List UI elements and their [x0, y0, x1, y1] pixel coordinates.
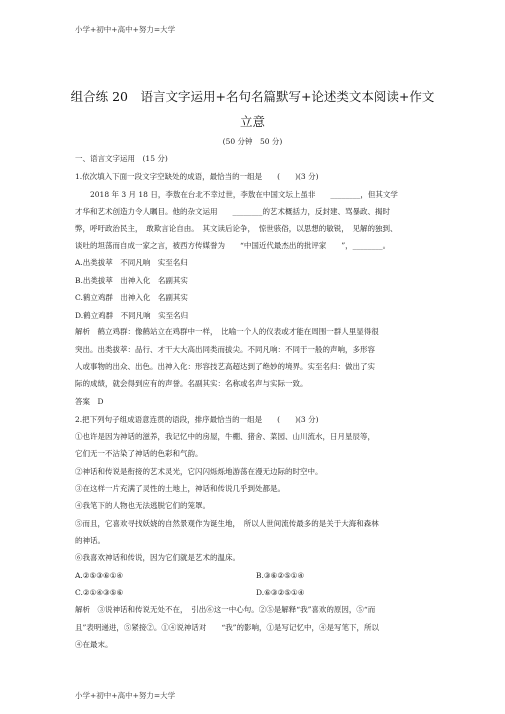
- q2-stem: 2.把下列句子组成语意连贯的语段，排序最恰当的一组是 ( )(3 分): [75, 415, 319, 424]
- q2-item-line: ②神话和传说是衔接的艺术灵光，它闪闪烁烁地游荡在漫无边际的时空中。: [75, 467, 323, 476]
- q2-item-line: ④我笔下的人物也无法逃脱它们的笼罩。: [75, 501, 210, 510]
- q1-passage-line: 2018 年 3 月 18 日，李敖在台北不幸过世，李敖在中国文坛上虽非 ________，但其文学: [75, 190, 398, 199]
- q2-option-c: C.②①④③⑤⑥: [75, 588, 124, 597]
- q2-option-a: A.②⑤③⑥①④: [75, 571, 124, 580]
- q1-analysis-line: 际的成绩，就会得到应有的声誉。名副其实：名称或名声与实际一致。: [75, 379, 308, 388]
- q2-item-line: ⑥我喜欢神话和传说，因为它们就是艺术的温床。: [75, 553, 240, 562]
- q2-item-line: ①也许是因为神话的滋养，我记忆中的房屋，牛棚、猪舍、菜园、山川流水，日月星辰等，: [75, 432, 375, 441]
- q2-analysis-line: 且”表明递进，⑤紧接②。①④说神话对 “我”的影响，①是写记忆中，④是写笔下，所以: [75, 623, 380, 632]
- section-heading: 一、语言文字运用 (15 分): [75, 154, 168, 163]
- q2-item-line: ⑤而且，它喜欢寻找妖娆的自然景观作为诞生地， 所以人世间流传最多的是关于大海和森林: [75, 519, 379, 528]
- q1-stem: 1.依次填入下面一段文字空缺处的成语，最恰当的一组是 ( )(3 分): [75, 172, 319, 181]
- q1-passage-line: 才华和艺术创造力令人瞩目。他的杂文运用 ________的艺术概括力，反封建、骂暴政、揭时: [75, 207, 390, 216]
- q2-analysis-line: 解析 ③说神话和传说无处不在， 引出⑥这一中心句。②⑤是解释“我”喜欢的原因，⑤“而: [75, 605, 376, 614]
- doc-title-line-1: 组合练 20 语言文字运用+名句名篇默写+论述类文本阅读+作文: [70, 89, 435, 104]
- q1-option-a: A.出类拔萃 不同凡响 实至名归: [75, 258, 188, 267]
- q1-answer: 答案 D: [75, 397, 104, 406]
- q1-analysis-line: 突出。出类拔萃：品行、才干大大高出同类而拔尖。不同凡响：不同于一般的声响，多形容: [75, 345, 375, 354]
- q2-option-d: D.⑥③②⑤①④: [256, 588, 305, 597]
- page-footer: 小学+初中+高中+努力=大学: [75, 691, 176, 700]
- q1-option-d: D.鹤立鸡群 不同凡响 实至名归: [75, 311, 189, 320]
- q1-passage-line: 谈吐的坦荡而自成一家之言，被西方传媒誉为 “中国近代最杰出的批评家 ”，________。: [75, 241, 391, 250]
- q1-option-b: B.出类拔萃 出神入化 名副其实: [75, 276, 188, 285]
- q2-option-b: B.③⑥②⑤①④: [256, 571, 305, 580]
- q2-item-line: ③在这样一片充满了灵性的土地上，神话和传说几乎到处都是。: [75, 484, 285, 493]
- q2-item-line: 的神话。: [75, 536, 105, 545]
- q1-passage-line: 弊，呼吁政治民主， 敢欺言论自由。 其文读后论争， 惊世骇俗，以思想的敏锐， 见解的独到、: [75, 224, 398, 233]
- time-note: (50 分钟 50 分): [222, 137, 283, 146]
- q2-item-line: 它们无一不沾染了神话的色彩和气韵。: [75, 449, 203, 458]
- page-header: 小学+初中+高中+努力=大学: [75, 25, 176, 34]
- q1-option-c: C.鹤立鸡群 出神入化 名副其实: [75, 293, 188, 302]
- q2-analysis-line: ④在最末。: [75, 640, 113, 649]
- q1-analysis-line: 解析 鹤立鸡群：像鹤站立在鸡群中一样， 比喻一个人的仪表或才能在周围一群人里显得很: [75, 327, 379, 336]
- q1-analysis-line: 人或事物的出众、出色。出神入化：形容技艺高超达到了绝妙的境界。实至名归：做出了实: [75, 362, 375, 371]
- doc-title-line-2: 立意: [239, 114, 265, 129]
